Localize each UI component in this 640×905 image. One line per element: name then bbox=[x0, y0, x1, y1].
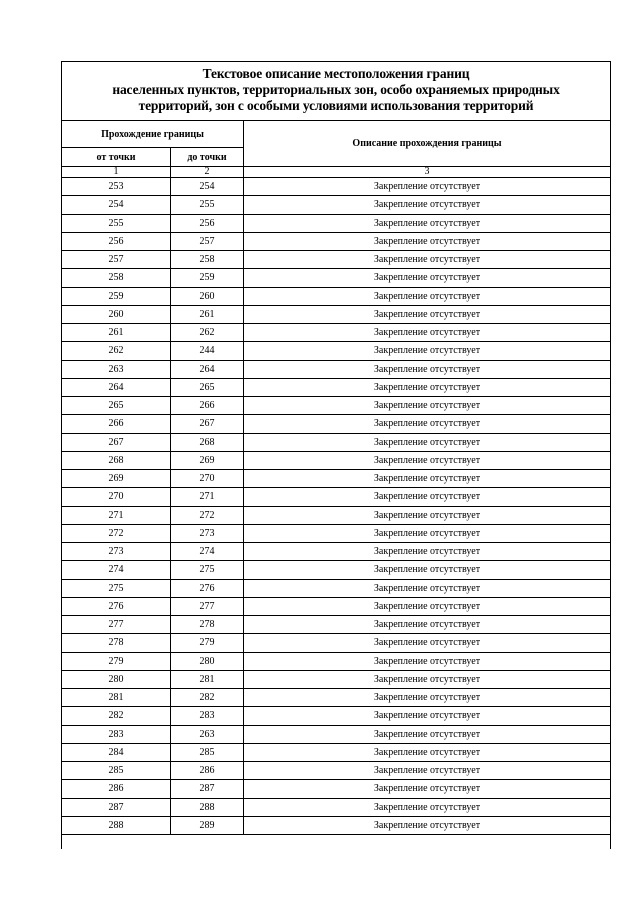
cell-to-point: 261 bbox=[171, 305, 244, 323]
cell-from-point: 286 bbox=[62, 780, 171, 798]
cell-description: Закрепление отсутствует bbox=[244, 324, 611, 342]
cell-description: Закрепление отсутствует bbox=[244, 561, 611, 579]
cell-from-point: 275 bbox=[62, 579, 171, 597]
cell-description: Закрепление отсутствует bbox=[244, 725, 611, 743]
cell-to-point: 272 bbox=[171, 506, 244, 524]
cell-description: Закрепление отсутствует bbox=[244, 634, 611, 652]
table-row bbox=[62, 305, 611, 323]
cell-description: Закрепление отсутствует bbox=[244, 652, 611, 670]
cell-to-point: 279 bbox=[171, 634, 244, 652]
table-row bbox=[62, 652, 611, 670]
cell-to-point: 271 bbox=[171, 488, 244, 506]
cell-to-point: 276 bbox=[171, 579, 244, 597]
cell-from-point: 265 bbox=[62, 397, 171, 415]
cell-from-point: 255 bbox=[62, 214, 171, 232]
cell-description: Закрепление отсутствует bbox=[244, 488, 611, 506]
cell-to-point: 262 bbox=[171, 324, 244, 342]
table-row bbox=[62, 506, 611, 524]
cell-description: Закрепление отсутствует bbox=[244, 762, 611, 780]
table-row bbox=[62, 378, 611, 396]
title-line: Текстовое описание местоположения границ bbox=[202, 66, 470, 81]
cell-description: Закрепление отсутствует bbox=[244, 251, 611, 269]
table-row bbox=[62, 342, 611, 360]
cell-from-point: 264 bbox=[62, 378, 171, 396]
col-number: 3 bbox=[244, 167, 611, 178]
cell-from-point: 282 bbox=[62, 707, 171, 725]
cell-to-point: 255 bbox=[171, 196, 244, 214]
table-row bbox=[62, 816, 611, 834]
table-row bbox=[62, 287, 611, 305]
cell-to-point: 278 bbox=[171, 616, 244, 634]
cell-to-point: 267 bbox=[171, 415, 244, 433]
cell-from-point: 270 bbox=[62, 488, 171, 506]
cell-from-point: 261 bbox=[62, 324, 171, 342]
table-row bbox=[62, 579, 611, 597]
cell-from-point: 278 bbox=[62, 634, 171, 652]
cell-description: Закрепление отсутствует bbox=[244, 470, 611, 488]
cell-to-point: 254 bbox=[171, 178, 244, 196]
cell-description: Закрепление отсутствует bbox=[244, 579, 611, 597]
cell-description: Закрепление отсутствует bbox=[244, 305, 611, 323]
document-frame bbox=[61, 61, 611, 849]
table-row bbox=[62, 743, 611, 761]
table-row bbox=[62, 269, 611, 287]
cell-from-point: 254 bbox=[62, 196, 171, 214]
cell-description: Закрепление отсутствует bbox=[244, 780, 611, 798]
cell-from-point: 276 bbox=[62, 597, 171, 615]
header-passage: Прохождение границы bbox=[62, 121, 244, 148]
cell-to-point: 264 bbox=[171, 360, 244, 378]
cell-from-point: 256 bbox=[62, 232, 171, 250]
table-row bbox=[62, 251, 611, 269]
title-line: территорий, зон с особыми условиями использования территорий bbox=[138, 98, 534, 113]
cell-to-point: 259 bbox=[171, 269, 244, 287]
table-row bbox=[62, 725, 611, 743]
table-row bbox=[62, 597, 611, 615]
cell-from-point: 260 bbox=[62, 305, 171, 323]
cell-from-point: 280 bbox=[62, 670, 171, 688]
cell-to-point: 286 bbox=[171, 762, 244, 780]
cell-to-point: 265 bbox=[171, 378, 244, 396]
cell-from-point: 253 bbox=[62, 178, 171, 196]
cell-description: Закрепление отсутствует bbox=[244, 196, 611, 214]
cell-from-point: 266 bbox=[62, 415, 171, 433]
cell-to-point: 274 bbox=[171, 543, 244, 561]
table-row bbox=[62, 798, 611, 816]
cell-to-point: 282 bbox=[171, 689, 244, 707]
cell-to-point: 263 bbox=[171, 725, 244, 743]
cell-from-point: 257 bbox=[62, 251, 171, 269]
table-row bbox=[62, 360, 611, 378]
cell-to-point: 281 bbox=[171, 670, 244, 688]
cell-to-point: 266 bbox=[171, 397, 244, 415]
cell-to-point: 258 bbox=[171, 251, 244, 269]
cell-to-point: 270 bbox=[171, 470, 244, 488]
cell-description: Закрепление отсутствует bbox=[244, 178, 611, 196]
header-to: до точки bbox=[171, 148, 244, 167]
cell-description: Закрепление отсутствует bbox=[244, 524, 611, 542]
boundary-table bbox=[61, 120, 611, 835]
cell-to-point: 244 bbox=[171, 342, 244, 360]
cell-to-point: 256 bbox=[171, 214, 244, 232]
header-from: от точки bbox=[62, 148, 171, 167]
table-row bbox=[62, 214, 611, 232]
cell-to-point: 273 bbox=[171, 524, 244, 542]
cell-description: Закрепление отсутствует bbox=[244, 378, 611, 396]
cell-description: Закрепление отсутствует bbox=[244, 451, 611, 469]
cell-from-point: 271 bbox=[62, 506, 171, 524]
table-row bbox=[62, 433, 611, 451]
cell-description: Закрепление отсутствует bbox=[244, 543, 611, 561]
cell-from-point: 284 bbox=[62, 743, 171, 761]
table-row bbox=[62, 178, 611, 196]
table-row bbox=[62, 415, 611, 433]
table-row bbox=[62, 780, 611, 798]
table-row bbox=[62, 670, 611, 688]
cell-description: Закрепление отсутствует bbox=[244, 816, 611, 834]
table-row bbox=[62, 470, 611, 488]
header-description: Описание прохождения границы bbox=[244, 121, 611, 167]
table-row bbox=[62, 707, 611, 725]
table-row bbox=[62, 451, 611, 469]
cell-description: Закрепление отсутствует bbox=[244, 707, 611, 725]
cell-description: Закрепление отсутствует bbox=[244, 397, 611, 415]
cell-description: Закрепление отсутствует bbox=[244, 670, 611, 688]
table-row bbox=[62, 232, 611, 250]
cell-from-point: 279 bbox=[62, 652, 171, 670]
cell-description: Закрепление отсутствует bbox=[244, 342, 611, 360]
cell-to-point: 275 bbox=[171, 561, 244, 579]
table-row bbox=[62, 524, 611, 542]
cell-description: Закрепление отсутствует bbox=[244, 269, 611, 287]
cell-to-point: 268 bbox=[171, 433, 244, 451]
document-title bbox=[62, 62, 610, 121]
cell-to-point: 288 bbox=[171, 798, 244, 816]
cell-from-point: 268 bbox=[62, 451, 171, 469]
cell-to-point: 257 bbox=[171, 232, 244, 250]
table-body bbox=[62, 178, 611, 835]
cell-to-point: 277 bbox=[171, 597, 244, 615]
table-row bbox=[62, 196, 611, 214]
cell-from-point: 283 bbox=[62, 725, 171, 743]
table-row bbox=[62, 762, 611, 780]
cell-from-point: 287 bbox=[62, 798, 171, 816]
cell-from-point: 281 bbox=[62, 689, 171, 707]
cell-from-point: 272 bbox=[62, 524, 171, 542]
cell-description: Закрепление отсутствует bbox=[244, 616, 611, 634]
cell-to-point: 269 bbox=[171, 451, 244, 469]
table-row bbox=[62, 488, 611, 506]
cell-description: Закрепление отсутствует bbox=[244, 433, 611, 451]
cell-from-point: 267 bbox=[62, 433, 171, 451]
cell-from-point: 274 bbox=[62, 561, 171, 579]
cell-description: Закрепление отсутствует bbox=[244, 689, 611, 707]
cell-from-point: 285 bbox=[62, 762, 171, 780]
cell-from-point: 263 bbox=[62, 360, 171, 378]
cell-from-point: 262 bbox=[62, 342, 171, 360]
col-number: 1 bbox=[62, 167, 171, 178]
table-row bbox=[62, 689, 611, 707]
table-row bbox=[62, 616, 611, 634]
cell-from-point: 269 bbox=[62, 470, 171, 488]
cell-to-point: 283 bbox=[171, 707, 244, 725]
cell-description: Закрепление отсутствует bbox=[244, 415, 611, 433]
table-row bbox=[62, 543, 611, 561]
cell-from-point: 288 bbox=[62, 816, 171, 834]
cell-description: Закрепление отсутствует bbox=[244, 597, 611, 615]
cell-to-point: 287 bbox=[171, 780, 244, 798]
cell-description: Закрепление отсутствует bbox=[244, 506, 611, 524]
col-number: 2 bbox=[171, 167, 244, 178]
table-row bbox=[62, 634, 611, 652]
cell-to-point: 260 bbox=[171, 287, 244, 305]
cell-description: Закрепление отсутствует bbox=[244, 287, 611, 305]
table-row bbox=[62, 324, 611, 342]
cell-description: Закрепление отсутствует bbox=[244, 743, 611, 761]
cell-from-point: 277 bbox=[62, 616, 171, 634]
cell-description: Закрепление отсутствует bbox=[244, 798, 611, 816]
table-row bbox=[62, 561, 611, 579]
cell-from-point: 259 bbox=[62, 287, 171, 305]
cell-to-point: 289 bbox=[171, 816, 244, 834]
cell-to-point: 280 bbox=[171, 652, 244, 670]
cell-to-point: 285 bbox=[171, 743, 244, 761]
table-row bbox=[62, 397, 611, 415]
cell-description: Закрепление отсутствует bbox=[244, 232, 611, 250]
title-line: населенных пунктов, территориальных зон, особо охраняемых природных bbox=[112, 82, 560, 97]
cell-description: Закрепление отсутствует bbox=[244, 214, 611, 232]
cell-description: Закрепление отсутствует bbox=[244, 360, 611, 378]
cell-from-point: 258 bbox=[62, 269, 171, 287]
cell-from-point: 273 bbox=[62, 543, 171, 561]
